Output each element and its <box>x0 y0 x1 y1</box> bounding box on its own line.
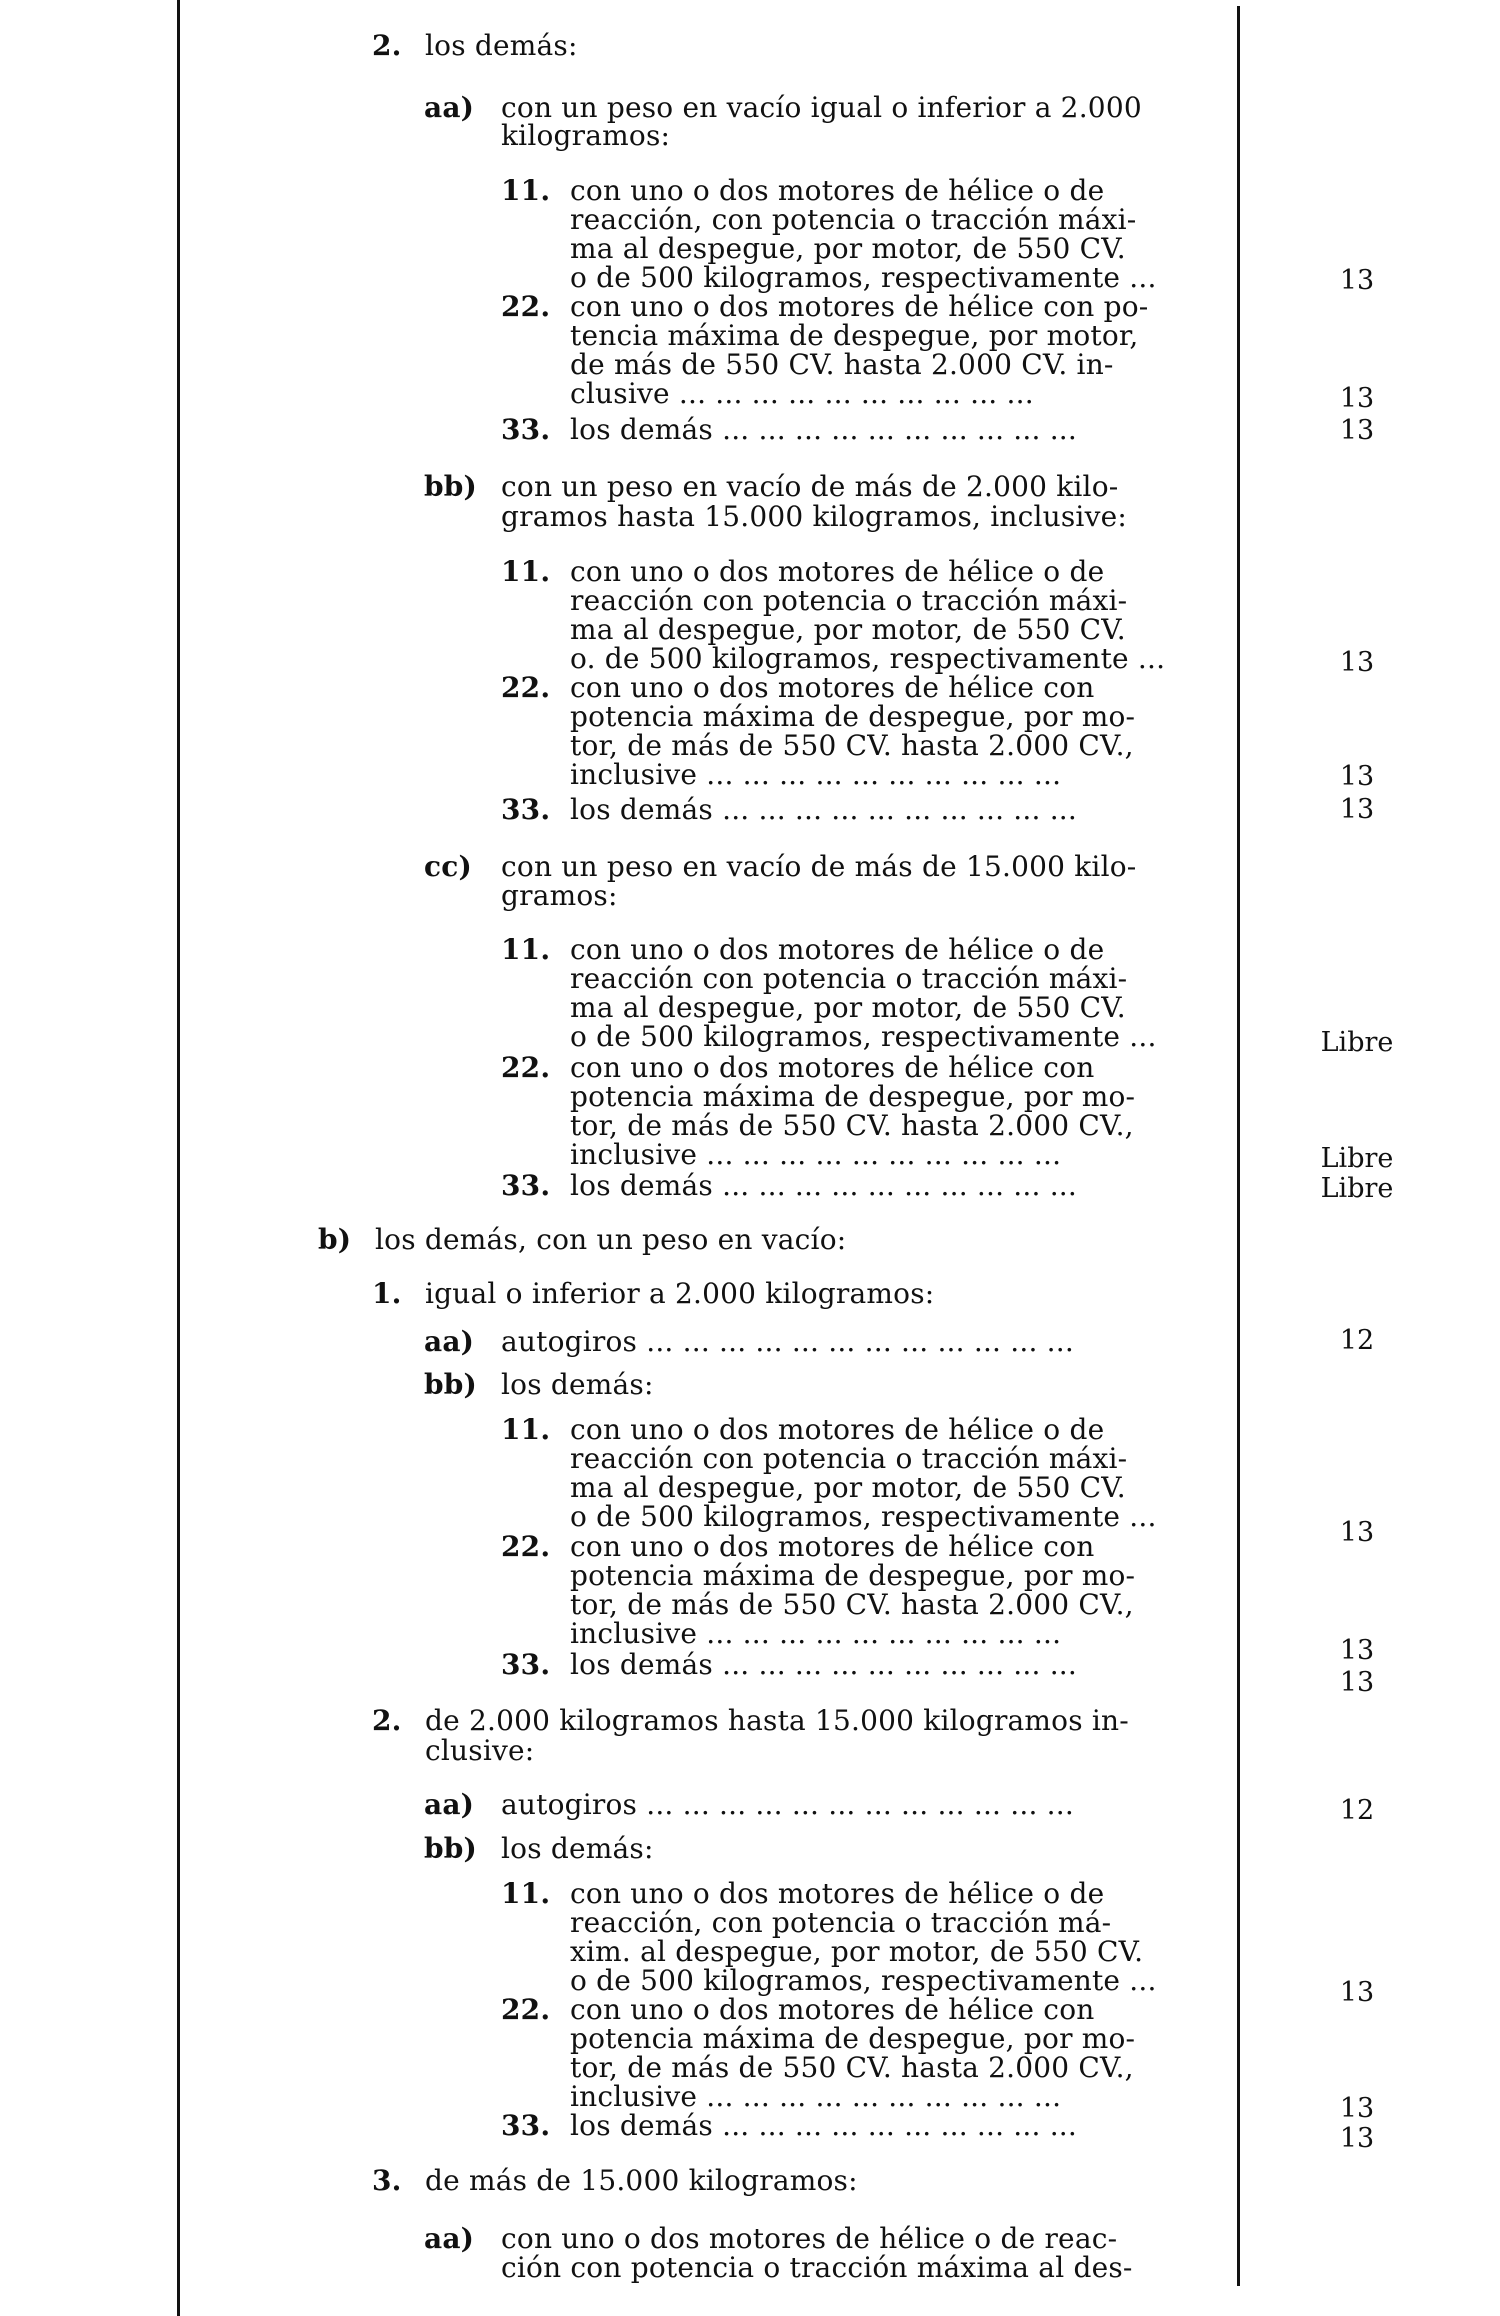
item-text-line: con uno o dos motores de hélice con <box>570 1051 1095 1084</box>
item-text-line: con uno o dos motores de hélice con <box>570 1530 1095 1563</box>
item-text-line: con uno o dos motores de hélice o de <box>570 1413 1105 1446</box>
item-text: los demás: <box>501 1832 654 1865</box>
item-label: aa) <box>424 1788 475 1821</box>
item-label: 2. <box>372 29 402 62</box>
item-text-line: con uno o dos motores de hélice o de <box>570 555 1105 588</box>
item-text-line: reacción con potencia o tracción máxi- <box>570 1442 1128 1475</box>
item-text-line: o de 500 kilogramos, respectivamente ... <box>570 1964 1157 1997</box>
duty-rate: Libre <box>1320 1027 1394 1058</box>
item-text-line: con uno o dos motores de hélice con po- <box>570 290 1149 323</box>
item-text: los demás ... ... ... ... ... ... ... ... ... ... <box>570 1169 1078 1202</box>
item-text: los demás ... ... ... ... ... ... ... ... ... ... <box>570 413 1078 446</box>
item-text: los demás: <box>425 29 578 62</box>
left-column-rule <box>177 0 180 2316</box>
item-text-line: con uno o dos motores de hélice o de <box>570 933 1105 966</box>
item-label: 33. <box>501 413 551 446</box>
item-label: aa) <box>424 1325 475 1358</box>
item-label: cc) <box>424 850 472 883</box>
item-label: 11. <box>501 933 551 966</box>
duty-rate: 13 <box>1339 1635 1375 1666</box>
item-label: b) <box>318 1223 352 1256</box>
item-text-line: kilogramos: <box>501 119 671 152</box>
duty-rate: 13 <box>1339 647 1375 678</box>
item-label: bb) <box>424 470 478 503</box>
item-label: 3. <box>372 2164 402 2197</box>
item-label: 11. <box>501 174 551 207</box>
item-label: 1. <box>372 1277 402 1310</box>
item-label: 22. <box>501 1051 551 1084</box>
item-text: autogiros ... ... ... ... ... ... ... ... ... ... ... ... <box>501 1788 1074 1821</box>
item-label: 33. <box>501 1169 551 1202</box>
item-text-line: ma al despegue, por motor, de 550 CV. <box>570 613 1126 646</box>
duty-rate: 13 <box>1339 415 1375 446</box>
item-text-line: gramos hasta 15.000 kilogramos, inclusive: <box>501 500 1128 533</box>
item-text-line: tor, de más de 550 CV. hasta 2.000 CV., <box>570 1588 1134 1621</box>
item-text-line: con uno o dos motores de hélice con <box>570 1993 1095 2026</box>
item-text-line: potencia máxima de despegue, por mo- <box>570 700 1136 733</box>
duty-rate: 13 <box>1339 2093 1375 2124</box>
item-text-line: reacción con potencia o tracción máxi- <box>570 584 1128 617</box>
item-text: los demás ... ... ... ... ... ... ... ... ... ... <box>570 2109 1078 2142</box>
item-text-line: ma al despegue, por motor, de 550 CV. <box>570 232 1126 265</box>
duty-rate: Libre <box>1320 1143 1394 1174</box>
item-text-line: inclusive ... ... ... ... ... ... ... ... ... ... <box>570 2080 1062 2113</box>
duty-rate: 13 <box>1339 265 1375 296</box>
duty-rate: 13 <box>1339 1977 1375 2008</box>
item-text-line: o de 500 kilogramos, respectivamente ... <box>570 261 1157 294</box>
item-label: 22. <box>501 1993 551 2026</box>
item-text-line: xim. al despegue, por motor, de 550 CV. <box>570 1935 1144 1968</box>
item-text-line: ma al despegue, por motor, de 550 CV. <box>570 991 1126 1024</box>
item-text: igual o inferior a 2.000 kilogramos: <box>425 1277 935 1310</box>
item-text-line: con un peso en vacío de más de 15.000 kilo- <box>501 850 1137 883</box>
duty-rate: 12 <box>1339 1325 1375 1356</box>
item-label: 22. <box>501 1530 551 1563</box>
item-text: los demás ... ... ... ... ... ... ... ... ... ... <box>570 1648 1078 1681</box>
item-text-line: o de 500 kilogramos, respectivamente ... <box>570 1020 1157 1053</box>
item-text-line: de más de 550 CV. hasta 2.000 CV. in- <box>570 348 1114 381</box>
item-text: los demás, con un peso en vacío: <box>375 1223 847 1256</box>
item-text-line: reacción, con potencia o tracción máxi- <box>570 203 1137 236</box>
item-text-line: inclusive ... ... ... ... ... ... ... ... ... ... <box>570 1617 1062 1650</box>
item-text-line: tor, de más de 550 CV. hasta 2.000 CV., <box>570 2051 1134 2084</box>
item-label: 33. <box>501 793 551 826</box>
item-label: 22. <box>501 671 551 704</box>
item-text-line: potencia máxima de despegue, por mo- <box>570 2022 1136 2055</box>
item-text-line: potencia máxima de despegue, por mo- <box>570 1080 1136 1113</box>
duty-rate: 13 <box>1339 2123 1375 2154</box>
item-label: 33. <box>501 1648 551 1681</box>
duty-rate: 13 <box>1339 1667 1375 1698</box>
item-text-line: clusive ... ... ... ... ... ... ... ... ... ... <box>570 377 1034 410</box>
item-text-line: inclusive ... ... ... ... ... ... ... ... ... ... <box>570 1138 1062 1171</box>
item-text-line: ma al despegue, por motor, de 550 CV. <box>570 1471 1126 1504</box>
item-text-line: ción con potencia o tracción máxima al des- <box>501 2251 1133 2284</box>
item-text-line: con uno o dos motores de hélice o de reac- <box>501 2222 1118 2255</box>
duty-rate: 13 <box>1339 761 1375 792</box>
item-text: los demás ... ... ... ... ... ... ... ... ... ... <box>570 793 1078 826</box>
item-text-line: potencia máxima de despegue, por mo- <box>570 1559 1136 1592</box>
item-text-line: reacción con potencia o tracción máxi- <box>570 962 1128 995</box>
item-label: 11. <box>501 1413 551 1446</box>
item-text-line: con uno o dos motores de hélice con <box>570 671 1095 704</box>
item-label: bb) <box>424 1368 478 1401</box>
item-text-line: tor, de más de 550 CV. hasta 2.000 CV., <box>570 729 1134 762</box>
item-label: 2. <box>372 1704 402 1737</box>
duty-rate: 13 <box>1339 794 1375 825</box>
item-label: 22. <box>501 290 551 323</box>
item-text-line: de 2.000 kilogramos hasta 15.000 kilogramos in- <box>425 1704 1129 1737</box>
item-label: 11. <box>501 1877 551 1910</box>
item-label: aa) <box>424 91 475 124</box>
item-text-line: o. de 500 kilogramos, respectivamente ... <box>570 642 1166 675</box>
duty-rate: 13 <box>1339 1517 1375 1548</box>
item-text-line: con uno o dos motores de hélice o de <box>570 174 1105 207</box>
item-text: de más de 15.000 kilogramos: <box>425 2164 858 2197</box>
item-text-line: inclusive ... ... ... ... ... ... ... ... ... ... <box>570 758 1062 791</box>
item-text-line: tencia máxima de despegue, por motor, <box>570 319 1139 352</box>
item-text-line: o de 500 kilogramos, respectivamente ... <box>570 1500 1157 1533</box>
item-text-line: gramos: <box>501 879 618 912</box>
duty-rate: 12 <box>1339 1795 1375 1826</box>
item-label: 33. <box>501 2109 551 2142</box>
item-text-line: con uno o dos motores de hélice o de <box>570 1877 1105 1910</box>
item-text: los demás: <box>501 1368 654 1401</box>
item-text-line: clusive: <box>425 1734 535 1767</box>
item-text-line: con un peso en vacío de más de 2.000 kilo- <box>501 470 1119 503</box>
item-label: bb) <box>424 1832 478 1865</box>
duty-rate: 13 <box>1339 383 1375 414</box>
item-text-line: tor, de más de 550 CV. hasta 2.000 CV., <box>570 1109 1134 1142</box>
item-text-line: reacción, con potencia o tracción má- <box>570 1906 1112 1939</box>
right-column-rule <box>1237 6 1240 2286</box>
duty-rate: Libre <box>1320 1173 1394 1204</box>
item-text: autogiros ... ... ... ... ... ... ... ... ... ... ... ... <box>501 1325 1074 1358</box>
item-label: 11. <box>501 555 551 588</box>
item-label: aa) <box>424 2222 475 2255</box>
item-text-line: con un peso en vacío igual o inferior a 2.000 <box>501 91 1142 124</box>
